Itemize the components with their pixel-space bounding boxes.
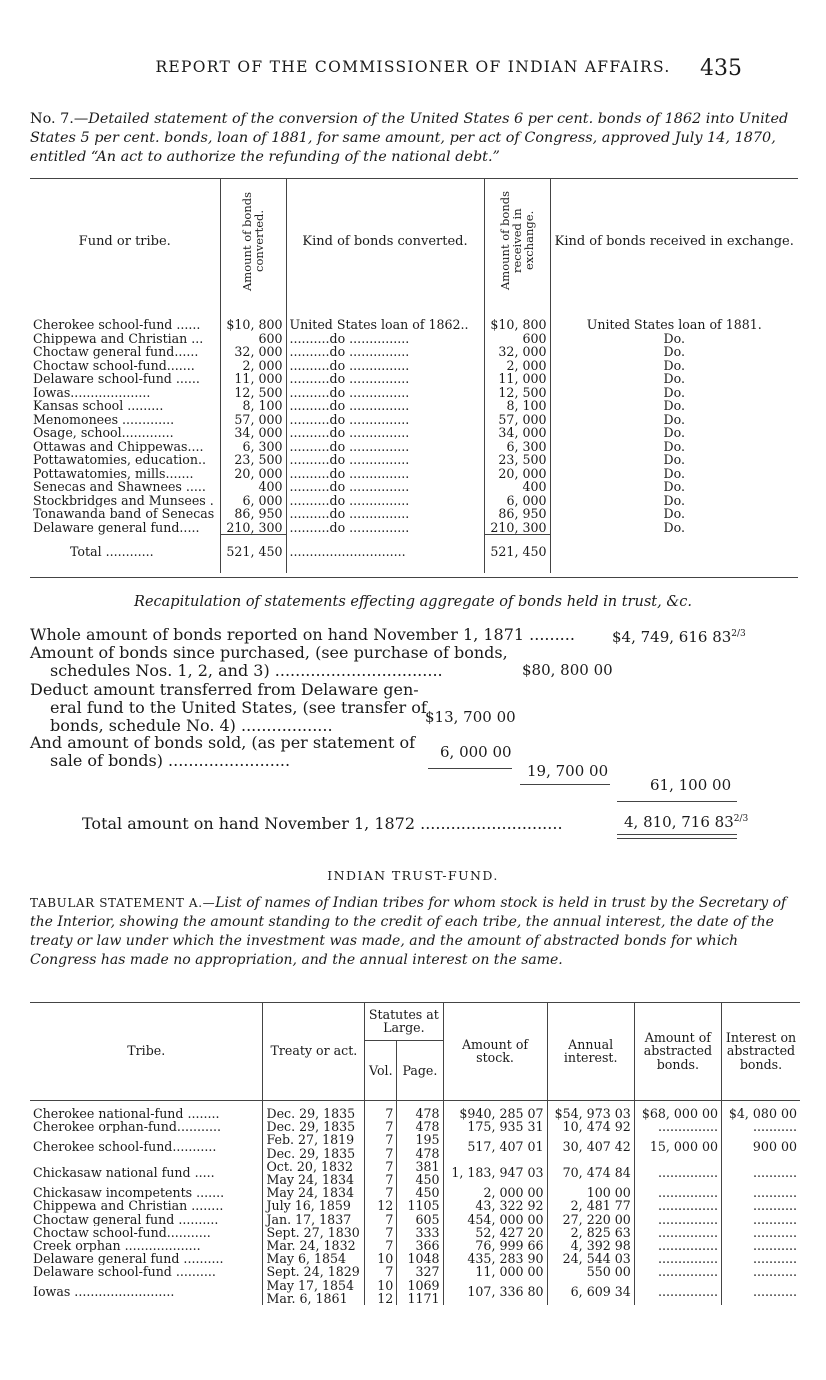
treaty-line: Dec. 29, 1835 [266, 1106, 356, 1121]
page-line: 366 [415, 1238, 440, 1254]
total-empty-cell [550, 535, 798, 573]
recap-rule-2 [520, 784, 610, 785]
col-statutes-header: Statutes at Large. [365, 1002, 443, 1041]
conversion-table [30, 178, 798, 573]
table-row [30, 1199, 800, 1212]
page-line: 1069 [407, 1277, 440, 1293]
abstracted-cell: 15, 000 00 [634, 1133, 721, 1159]
abstracted-cell: ............... [634, 1213, 721, 1226]
col-stock-header: Amount of stock. [443, 1002, 547, 1101]
total-converted-cell: 521, 450 [220, 535, 286, 573]
fund-cell: Stockbridges and Munsees . [33, 493, 214, 507]
table-row [30, 345, 798, 359]
tribe-cell: Cherokee orphan-fund........... [33, 1120, 221, 1134]
abs_interest-cell: ........... [722, 1120, 801, 1133]
recap-line-4-value: 6, 000 00 [440, 743, 512, 761]
tabular-text: List of names of Indian tribes for whom stock is held in trust by the Secretary of the Interior, showing the amount standing to the credit of each tribe, the annual interest, the date of the treaty or law under which the investment was made, and the amount of abstracted bonds for which Congress has made no appropriation, and the annual interest on the same. [30, 895, 787, 968]
amount-converted-cell: 23, 500 [220, 453, 286, 467]
abstracted-cell: ............... [634, 1199, 721, 1212]
page-line: 1105 [407, 1198, 440, 1214]
page-cell [397, 1160, 443, 1186]
tribe-cell: Chippewa and Christian ........ [33, 1199, 224, 1213]
recap-line-3a: Deduct amount transferred from Delaware gen- [30, 680, 419, 699]
amount-received-cell: 11, 000 [484, 372, 550, 386]
page-line: 1171 [407, 1290, 440, 1306]
kind-received-cell: Do. [550, 467, 798, 481]
table-row [30, 1213, 800, 1226]
interest-cell: 2, 825 63 [547, 1226, 634, 1239]
kind-converted-cell: ..........do ............... [286, 521, 484, 535]
col-abs-interest-header: Interest on abstracted bonds. [722, 1002, 801, 1101]
col-kind-received-header: Kind of bonds received in exchange. [550, 178, 798, 306]
recap-line-3-value: $13, 700 00 [425, 708, 516, 726]
abs_interest-cell: ........... [722, 1186, 801, 1199]
vol-line: 10 [377, 1251, 394, 1267]
fund-cell: Tonawanda band of Senecas [33, 507, 215, 521]
abs_interest-cell: 900 00 [722, 1133, 801, 1159]
abs_interest-cell: ........... [722, 1226, 801, 1239]
amount-received-cell: 12, 500 [484, 386, 550, 400]
interest-cell: 550 00 [547, 1265, 634, 1278]
vol-line: 7 [385, 1224, 394, 1240]
interest-cell: $54, 973 03 [547, 1107, 634, 1120]
amount-received-cell: 400 [484, 480, 550, 494]
fund-cell: Pottawatomies, education.. [33, 453, 206, 467]
vol-cell [365, 1265, 397, 1278]
statement-caption: Detailed statement of the conversion of the United States 6 per cent. bonds of 1862 into United States 5 per cent. bonds, loan of 1881, for same amount, per act of Congress, approved July 14, 1870, entitled “An act to authorize the refunding of the national debt.” [30, 111, 789, 165]
amount-converted-cell: $10, 800 [220, 318, 286, 332]
abs_interest-cell: ........... [722, 1252, 801, 1265]
amount-received-cell: 23, 500 [484, 453, 550, 467]
col-vol-header: Vol. [365, 1041, 397, 1101]
tribe-cell: Creek orphan ................... [33, 1239, 201, 1253]
vol-line: 7 [385, 1211, 394, 1227]
kind-converted-cell: ..........do ............... [286, 413, 484, 427]
vol-line: 7 [385, 1158, 394, 1174]
kind-converted-cell: ..........do ............... [286, 332, 484, 346]
page-cell [397, 1265, 443, 1278]
kind-received-cell: Do. [550, 345, 798, 359]
abs_interest-cell: ........... [722, 1239, 801, 1252]
kind-received-cell: Do. [550, 494, 798, 508]
amount-converted-cell: 600 [220, 332, 286, 346]
kind-received-cell: Do. [550, 372, 798, 386]
abs_interest-cell: $4, 080 00 [722, 1107, 801, 1120]
statement-label: No. 7.— [30, 111, 89, 127]
recap-total-value [624, 810, 748, 832]
amount-received-cell: 86, 950 [484, 507, 550, 521]
amount-converted-cell: 32, 000 [220, 345, 286, 359]
kind-received-cell: Do. [550, 332, 798, 346]
recap-line-1-value [612, 625, 746, 647]
table-row [30, 426, 798, 440]
recap-line-1-amount: $4, 749, 616 83 [612, 628, 732, 646]
conversion-table-body [30, 306, 798, 573]
treaty-line: May 24, 1834 [266, 1172, 355, 1188]
fund-cell: Pottawatomies, mills....... [33, 466, 194, 480]
stock-cell: 43, 322 92 [443, 1199, 547, 1212]
vol-cell [365, 1213, 397, 1226]
fund-cell: Iowas.................... [33, 385, 151, 399]
col-interest-header: Annual interest. [547, 1002, 634, 1101]
recap-line-3c: bonds, schedule No. 4) .................. [50, 716, 333, 735]
page-cell [397, 1199, 443, 1212]
abstracted-cell: ............... [634, 1186, 721, 1199]
amount-received-cell: $10, 800 [484, 318, 550, 332]
interest-cell: 30, 407 42 [547, 1133, 634, 1159]
table-row [30, 467, 798, 481]
interest-cell: 6, 609 34 [547, 1279, 634, 1305]
vol-line: 7 [385, 1119, 394, 1135]
page-line: 605 [415, 1211, 440, 1227]
interest-cell: 2, 481 77 [547, 1199, 634, 1212]
col-amount-received-label: Amount of bonds received in exchange. [498, 191, 536, 291]
abs_interest-cell: ........... [722, 1265, 801, 1278]
table-row [30, 507, 798, 521]
recap-line-4b: sale of bonds) ........................ [50, 751, 291, 770]
table-row [30, 386, 798, 400]
treaty-line: Feb. 27, 1819 [266, 1132, 355, 1148]
col-treaty-header: Treaty or act. [263, 1002, 365, 1101]
trust-fund-title: INDIAN TRUST-FUND. [327, 868, 499, 883]
page-cell [397, 1213, 443, 1226]
interest-cell: 27, 220 00 [547, 1213, 634, 1226]
amount-converted-cell: 34, 000 [220, 426, 286, 440]
treaty-cell [263, 1265, 365, 1278]
recap-rule-1 [428, 768, 512, 769]
amount-received-cell: 57, 000 [484, 413, 550, 427]
recap-net: 61, 100 00 [650, 776, 732, 794]
treaty-line: Jan. 17, 1837 [266, 1211, 352, 1227]
amount-converted-cell: 11, 000 [220, 372, 286, 386]
spacer-cell [220, 306, 286, 318]
col-amount-converted-header [220, 178, 286, 306]
amount-received-cell: 2, 000 [484, 359, 550, 373]
table-row [30, 399, 798, 413]
abstracted-cell: ............... [634, 1279, 721, 1305]
table-row [30, 372, 798, 386]
abstracted-cell: ............... [634, 1160, 721, 1186]
vol-line: 12 [377, 1290, 394, 1306]
tribe-cell: Cherokee school-fund........... [33, 1139, 217, 1154]
page-line: 327 [415, 1264, 440, 1280]
table-row [30, 1133, 800, 1159]
trust-fund-table [30, 1002, 800, 1305]
tribe-cell: Delaware general fund .......... [33, 1252, 224, 1266]
stock-cell: 2, 000 00 [443, 1186, 547, 1199]
table-row [30, 480, 798, 494]
total-row [30, 535, 798, 573]
page-line: 478 [415, 1119, 440, 1135]
treaty-line: July 16, 1859 [266, 1198, 351, 1214]
fund-cell: Osage, school............. [33, 426, 174, 440]
vol-line: 7 [385, 1132, 394, 1148]
treaty-line: Oct. 20, 1832 [266, 1158, 353, 1174]
interest-cell: 70, 474 84 [547, 1160, 634, 1186]
page-line: 333 [415, 1224, 440, 1240]
recap-subtotal: 19, 700 00 [527, 762, 609, 780]
amount-received-cell: 6, 000 [484, 494, 550, 508]
stock-cell: $940, 285 07 [443, 1107, 547, 1120]
col-fund-header: Fund or tribe. [78, 234, 171, 250]
kind-converted-cell: ..........do ............... [286, 507, 484, 521]
treaty-line: Sept. 24, 1829 [266, 1264, 360, 1280]
treaty-cell [263, 1160, 365, 1186]
vol-line: 7 [385, 1185, 394, 1201]
table-row [30, 494, 798, 508]
col-tribe-header: Tribe. [127, 1043, 166, 1059]
treaty-line: May 24, 1834 [266, 1185, 355, 1201]
amount-converted-cell: 6, 300 [220, 440, 286, 454]
treaty-cell [263, 1133, 365, 1159]
abs_interest-cell: ........... [722, 1213, 801, 1226]
kind-converted-cell: ..........do ............... [286, 480, 484, 494]
abstracted-cell: ............... [634, 1226, 721, 1239]
kind-converted-cell: ..........do ............... [286, 399, 484, 413]
table-row [30, 1265, 800, 1278]
treaty-cell [263, 1199, 365, 1212]
treaty-cell [263, 1279, 365, 1305]
page-line: 478 [415, 1106, 440, 1121]
treaty-line: Dec. 29, 1835 [266, 1119, 356, 1135]
vol-line: 7 [385, 1172, 394, 1188]
recap-double-rule-b [617, 838, 737, 839]
vol-line: 7 [385, 1106, 394, 1121]
spacer-row [30, 306, 798, 318]
treaty-line: May 17, 1854 [266, 1277, 355, 1293]
kind-converted-cell: ..........do ............... [286, 494, 484, 508]
fund-cell: Menomonees ............. [33, 412, 175, 426]
col-abstracted-header: Amount of abstracted bonds. [634, 1002, 721, 1101]
table-row [30, 440, 798, 454]
spacer-cell [30, 306, 220, 318]
tabular-statement-caption [30, 894, 800, 970]
kind-received-cell: Do. [550, 453, 798, 467]
vol-cell [365, 1199, 397, 1212]
fund-cell: Delaware school-fund ...... [33, 372, 200, 386]
interest-cell: 10, 474 92 [547, 1120, 634, 1133]
recap-line-1-fraction: 2/3 [731, 629, 746, 639]
kind-converted-cell: ..........do ............... [286, 359, 484, 373]
page-title: REPORT OF THE COMMISSIONER OF INDIAN AFFAIRS. [155, 58, 671, 76]
treaty-line: May 6, 1854 [266, 1251, 347, 1267]
recap-rule-3 [617, 801, 737, 802]
amount-received-cell: 8, 100 [484, 399, 550, 413]
table-row [30, 359, 798, 373]
amount-converted-cell: 6, 000 [220, 494, 286, 508]
stock-cell: 52, 427 20 [443, 1226, 547, 1239]
stock-cell: 76, 999 66 [443, 1239, 547, 1252]
amount-converted-cell: 12, 500 [220, 386, 286, 400]
page-line: 450 [415, 1172, 440, 1188]
col-amount-converted-label: Amount of bonds converted. [240, 191, 266, 291]
fund-cell: Chippewa and Christian ... [33, 331, 204, 345]
page-line: 195 [415, 1132, 440, 1148]
recap-line-3b: eral fund to the United States, (see transfer of [50, 698, 427, 717]
vol-line: 7 [385, 1145, 394, 1161]
trust-fund-table-body [30, 1101, 800, 1306]
recap-line-1: Whole amount of bonds reported on hand November 1, 1871 ......... [30, 625, 575, 644]
interest-cell: 24, 544 03 [547, 1252, 634, 1265]
table-row [30, 453, 798, 467]
kind-converted-cell: ..........do ............... [286, 453, 484, 467]
abstracted-cell: $68, 000 00 [634, 1107, 721, 1120]
tabular-label: TABULAR STATEMENT A.— [30, 896, 216, 910]
page-cell [397, 1279, 443, 1305]
kind-received-cell: Do. [550, 507, 798, 521]
kind-received-cell: Do. [550, 386, 798, 400]
page-line: 478 [415, 1145, 440, 1161]
kind-received-cell: Do. [550, 426, 798, 440]
interest-cell: 4, 392 98 [547, 1239, 634, 1252]
page-line: 1048 [407, 1251, 440, 1267]
stock-cell: 107, 336 80 [443, 1279, 547, 1305]
page-line: 450 [415, 1185, 440, 1201]
amount-received-cell: 20, 000 [484, 467, 550, 481]
kind-received-cell: Do. [550, 440, 798, 454]
recap-total-label: Total amount on hand November 1, 1872 ............................ [82, 814, 563, 833]
kind-received-cell: Do. [550, 359, 798, 373]
amount-converted-cell: 210, 300 [220, 521, 286, 535]
kind-converted-cell: ..........do ............... [286, 372, 484, 386]
total-label-cell: Total ............ [70, 543, 154, 559]
recap-title: Recapitulation of statements effecting aggregate of bonds held in trust, &c. [134, 594, 692, 610]
col-amount-received-header [484, 178, 550, 306]
table-row [30, 1160, 800, 1186]
kind-received-cell: Do. [550, 521, 798, 535]
vol-cell [365, 1160, 397, 1186]
recap-line-2b: schedules Nos. 1, 2, and 3) ................................. [50, 661, 443, 680]
amount-converted-cell: 20, 000 [220, 467, 286, 481]
amount-converted-cell: 57, 000 [220, 413, 286, 427]
abs_interest-cell: ........... [722, 1279, 801, 1305]
recap-double-rule-a [617, 834, 737, 835]
treaty-line: Mar. 24, 1832 [266, 1238, 356, 1254]
kind-received-cell: Do. [550, 480, 798, 494]
amount-received-cell: 600 [484, 332, 550, 346]
fund-cell: Kansas school ......... [33, 399, 164, 413]
stock-cell: 435, 283 90 [443, 1252, 547, 1265]
kind-converted-cell: ..........do ............... [286, 345, 484, 359]
recap-line-2a: Amount of bonds since purchased, (see purchase of bonds, [30, 643, 508, 662]
vol-cell [365, 1133, 397, 1159]
table-row [30, 332, 798, 346]
abstracted-cell: ............... [634, 1252, 721, 1265]
table1-bottom-rule [30, 577, 798, 578]
kind-received-cell: Do. [550, 413, 798, 427]
total-received-cell: 521, 450 [484, 535, 550, 573]
amount-converted-cell: 2, 000 [220, 359, 286, 373]
abstracted-cell: ............... [634, 1265, 721, 1278]
table-row [30, 413, 798, 427]
amount-converted-cell: 86, 950 [220, 507, 286, 521]
fund-cell: Choctaw school-fund....... [33, 358, 195, 372]
table-row [30, 521, 798, 535]
tribe-cell: Delaware school-fund .......... [33, 1265, 216, 1279]
fund-cell: Cherokee school-fund ...... [33, 318, 201, 332]
kind-received-cell: Do. [550, 399, 798, 413]
stock-cell: 11, 000 00 [443, 1265, 547, 1278]
amount-converted-cell: 400 [220, 480, 286, 494]
tribe-cell: Choctaw school-fund........... [33, 1225, 211, 1240]
vol-line: 7 [385, 1264, 394, 1280]
recap-total-amount: 4, 810, 716 83 [624, 813, 734, 831]
kind-converted-cell: United States loan of 1862.. [286, 318, 484, 332]
col-kind-converted-header: Kind of bonds converted. [286, 178, 484, 306]
recap-line-4a: And amount of bonds sold, (as per statement of [30, 733, 416, 752]
kind-received-cell: United States loan of 1881. [550, 318, 798, 332]
recap-line-2-value: $80, 800 00 [522, 661, 613, 679]
fund-cell: Choctaw general fund...... [33, 345, 199, 359]
treaty-cell [263, 1213, 365, 1226]
page-cell [397, 1133, 443, 1159]
tribe-cell: Iowas ......................... [33, 1284, 175, 1300]
amount-converted-cell: 8, 100 [220, 399, 286, 413]
interest-cell: 100 00 [547, 1186, 634, 1199]
amount-received-cell: 6, 300 [484, 440, 550, 454]
treaty-line: Mar. 6, 1861 [266, 1290, 348, 1306]
table-row [30, 1279, 800, 1305]
fund-cell: Ottawas and Chippewas.... [33, 439, 204, 453]
recap-total-fraction: 2/3 [733, 814, 749, 824]
stock-cell: 175, 935 31 [443, 1120, 547, 1133]
tribe-cell: Cherokee national-fund ........ [33, 1107, 220, 1121]
stock-cell: 454, 000 00 [443, 1213, 547, 1226]
abstracted-cell: ............... [634, 1120, 721, 1133]
treaty-line: Sept. 27, 1830 [266, 1224, 360, 1240]
tribe-cell: Choctaw general fund .......... [33, 1212, 219, 1226]
spacer-cell [550, 306, 798, 318]
tribe-cell: Chickasaw national fund ..... [33, 1165, 215, 1181]
spacer-cell [484, 306, 550, 318]
abs_interest-cell: ........... [722, 1160, 801, 1186]
tribe-cell: Chickasaw incompetents ....... [33, 1186, 225, 1200]
vol-line: 12 [377, 1198, 394, 1214]
kind-converted-cell: ..........do ............... [286, 426, 484, 440]
table-row [30, 318, 798, 332]
kind-converted-cell: ..........do ............... [286, 440, 484, 454]
amount-received-cell: 34, 000 [484, 426, 550, 440]
vol-cell [365, 1279, 397, 1305]
abs_interest-cell: ........... [722, 1199, 801, 1212]
stock-cell: 1, 183, 947 03 [443, 1160, 547, 1186]
amount-received-cell: 210, 300 [484, 521, 550, 535]
stock-cell: 517, 407 01 [443, 1133, 547, 1159]
kind-converted-cell: ..........do ............... [286, 386, 484, 400]
vol-line: 10 [377, 1277, 394, 1293]
kind-converted-cell: ..........do ............... [286, 467, 484, 481]
treaty-line: Dec. 29, 1835 [266, 1145, 356, 1161]
fund-cell: Delaware general fund..... [33, 520, 200, 535]
amount-received-cell: 32, 000 [484, 345, 550, 359]
fund-cell: Senecas and Shawnees ..... [33, 480, 206, 494]
spacer-cell [286, 306, 484, 318]
page-line: 381 [415, 1158, 440, 1174]
total-kind-cell: ............................. [286, 535, 484, 573]
statement-intro [30, 110, 800, 167]
col-page-header: Page. [397, 1041, 443, 1101]
vol-line: 7 [385, 1238, 394, 1254]
page-number: 435 [700, 56, 742, 81]
abstracted-cell: ............... [634, 1239, 721, 1252]
